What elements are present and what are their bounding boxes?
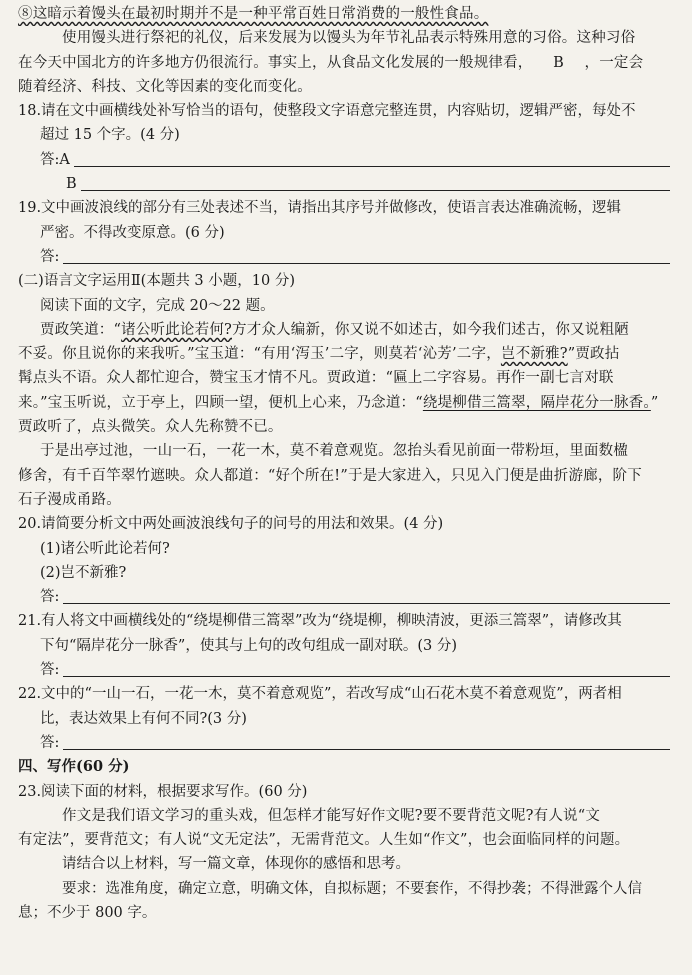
wavy-sentence-2: 岂不新雅?: [500, 346, 568, 363]
passage-line: 髯点头不语。众人都忙迎合，赞宝玉才情不凡。贾政道：“匾上二字容易。再作一副七言对联: [18, 370, 614, 387]
wavy-sentence-8: ⑧这暗示着馒头在最初时期并不是一种平常百姓日常消费的一般性食品。: [18, 6, 489, 22]
question-20: 20.请简要分析文中两处画波浪线句子的问号的用法和效果。(4 分): [18, 516, 444, 533]
question-19: 19.文中画波浪线的部分有三处表述不当，请指出其序号并做修改，使语言表达准确流畅，逻辑: [18, 200, 622, 217]
question-21-cont: 下句“隔岸花分一脉香”，使其与上句的改句组成一副对联。(3 分): [40, 637, 457, 654]
question-20-item-2: (2)岂不新雅?: [40, 564, 127, 581]
question-18-cont: 超过 15 个字。(4 分): [40, 127, 180, 144]
answer-rule[interactable]: [74, 165, 670, 167]
answer-line-20[interactable]: 答:: [18, 585, 670, 609]
answer-line-21[interactable]: 答:: [18, 658, 670, 682]
answer-line-19[interactable]: 答:: [18, 245, 670, 269]
passage-line: 使用馒头进行祭祀的礼仪，后来发展为以馒头为年节礼品表示特殊用意的习俗。这种习俗: [62, 30, 636, 47]
passage-line: 随着经济、科技、文化等因素的变化而变化。: [18, 78, 312, 95]
passage-line: 贾政笑道：“诸公听此论若何?方才众人编新，你又说不如述古，如今我们述古，你又说粗陋: [40, 321, 629, 338]
section-heading-2: (二)语言文字运用Ⅱ(本题共 3 小题，10 分): [18, 273, 295, 290]
reading-instruction: 阅读下面的文字，完成 20～22 题。: [40, 297, 275, 314]
answer-line-18b[interactable]: B: [18, 172, 670, 196]
passage-line: 来。”宝玉听说，立于亭上，四顾一望，便机上心来，乃念道：“绕堤柳借三篙翠，隔岸花分一脉香。”: [18, 394, 659, 411]
question-21: 21.有人将文中画横线处的“绕堤柳借三篙翠”改为“绕堤柳，柳映清波，更添三篙翠”，请修改其: [18, 613, 622, 630]
answer-line-18a[interactable]: 答:A: [18, 148, 670, 172]
material-line: 有定法”，要背范文；有人说“文无定法”，无需背范文。人生如“作文”，也会面临同样的问题。: [18, 832, 630, 849]
answer-rule[interactable]: [63, 262, 670, 264]
answer-line-22[interactable]: 答:: [18, 731, 670, 755]
underlined-couplet: 绕堤柳借三篙翠，隔岸花分一脉香。: [422, 394, 651, 411]
question-22-cont: 比，表达效果上有何不同?(3 分): [40, 710, 247, 727]
passage-line: 贾政听了，点头微笑。众人先称赞不已。: [18, 419, 283, 436]
passage-line: 在今天中国北方的许多地方仍很流行。事实上，从食品文化发展的一般规律看， B ，一定会: [18, 51, 670, 75]
question-19-cont: 严密。不得改变原意。(6 分): [40, 224, 225, 241]
passage-line: 于是出亭过池，一山一石，一花一木，莫不着意观览。忽抬头看见前面一带粉垣，里面数楹: [40, 443, 628, 460]
question-20-item-1: (1)诸公听此论若何?: [40, 540, 170, 557]
question-23: 23.阅读下面的材料，根据要求写作。(60 分): [18, 783, 308, 800]
answer-rule[interactable]: [63, 748, 670, 750]
passage-line: 石子漫成甬路。: [18, 491, 121, 508]
section-heading-4: 四、写作(60 分): [18, 758, 130, 776]
passage-line: 修舍，有千百竿翠竹遮映。众人都道：“好个所在!”于是大家进入，只见入门便是曲折游廊，阶下: [18, 467, 642, 484]
passage-line: 不妥。你且说你的来我听。”宝玉道：“有用‘泻玉’二字，则莫若‘沁芳’二字，岂不新雅?”贾政拈: [18, 346, 620, 363]
exam-page: [0, 2, 692, 975]
answer-rule[interactable]: [63, 675, 670, 677]
question-22: 22.文中的“一山一石，一花一木，莫不着意观览”，若改写成“山石花木莫不着意观览”，两者相: [18, 686, 622, 703]
answer-rule[interactable]: [81, 189, 670, 191]
material-line: 作文是我们语文学习的重头戏，但怎样才能写好作文呢?要不要背范文呢?有人说“文: [62, 807, 601, 824]
passage-line: [18, 2, 670, 26]
answer-rule[interactable]: [63, 602, 670, 604]
requirements-line: 息；不少于 800 字。: [18, 904, 157, 921]
material-line: 请结合以上材料，写一篇文章，体现你的感悟和思考。: [62, 856, 410, 873]
question-18: 18.请在文中画横线处补写恰当的语句，使整段文字语意完整连贯，内容贴切，逻辑严密，每处不: [18, 103, 636, 120]
blank-b: B: [533, 51, 585, 75]
wavy-sentence-1: 诸公听此论若何?: [121, 321, 232, 338]
requirements-line: 要求：选准角度，确定立意，明确文体，自拟标题；不要套作，不得抄袭；不得泄露个人信: [62, 880, 642, 897]
